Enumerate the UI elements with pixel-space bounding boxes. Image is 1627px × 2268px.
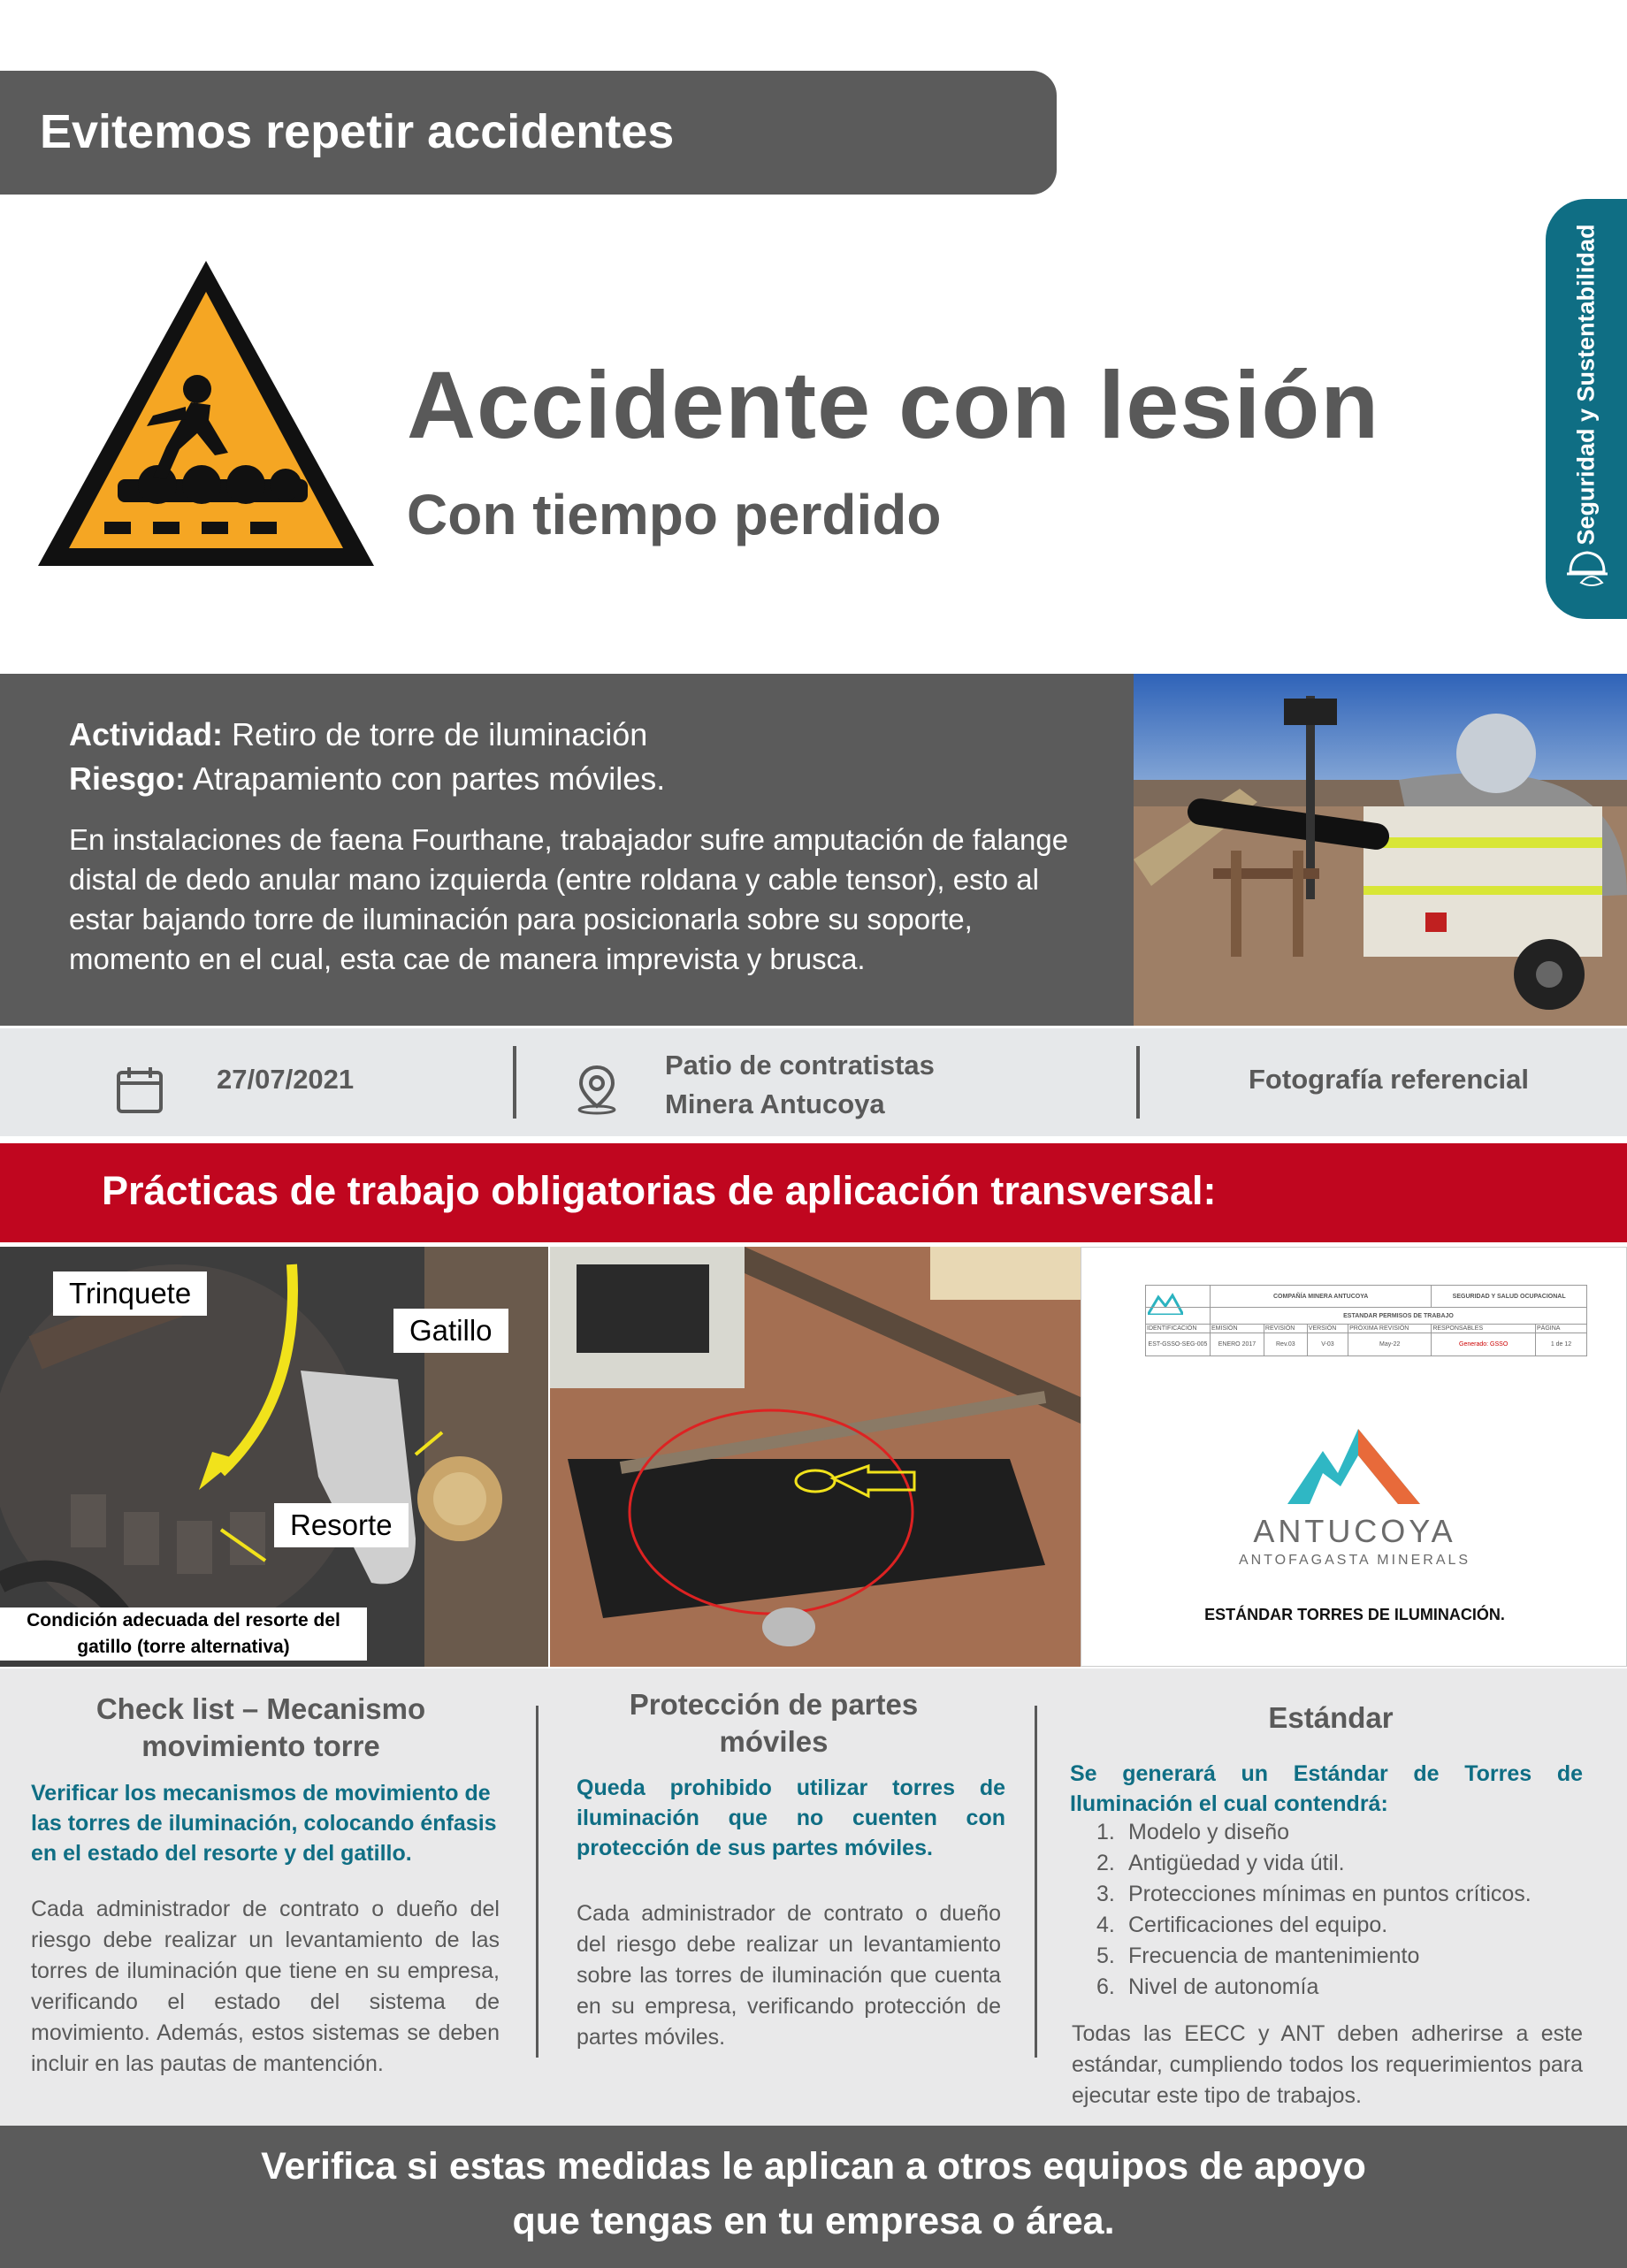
doc-header-cell: EMISIÓN <box>1211 1325 1264 1333</box>
document-header-table <box>1145 1285 1587 1356</box>
risk-line <box>69 760 665 798</box>
caption-line2: gatillo (torre alternativa) <box>77 1637 290 1657</box>
incident-info <box>0 674 1134 1026</box>
doc-row-cell: May-22 <box>1348 1333 1432 1356</box>
list-item: 4. Certificaciones del equipo. <box>1096 1913 1388 1937</box>
photo-note: Fotografía referencial <box>1249 1064 1529 1095</box>
hardhat-leaf-icon <box>1565 544 1609 588</box>
doc-row-cell: Rev.03 <box>1264 1333 1307 1356</box>
column-title <box>27 1691 495 1765</box>
column-body: Cada administrador de contrato o dueño del riesgo debe realizar un levantamiento sobre las torres de iluminación que cuenta en su empresa, verificando protección de partes móviles. <box>577 1901 1001 2050</box>
risk-value: Atrapamiento con partes móviles. <box>193 760 666 797</box>
column-body: Todas las EECC y ANT deben adherirse a este estándar, cumpliendo todos los requerimientos para ejecutar este tipo de trabajos. <box>1072 2021 1583 2108</box>
doc-header-cell: REVISIÓN <box>1264 1325 1307 1333</box>
list-item: 1. Modelo y diseño <box>1096 1820 1290 1844</box>
doc-row-cell: Generado: GSSO <box>1432 1333 1536 1356</box>
standard-name: ESTÁNDAR TORRES DE ILUMINACIÓN. <box>1204 1606 1505 1623</box>
list-item: 3. Protecciones mínimas en puntos críticos. <box>1096 1882 1532 1906</box>
doc-header-cell: VERSIÓN <box>1307 1325 1348 1333</box>
side-tab <box>1546 199 1627 619</box>
calendar-icon <box>115 1065 164 1115</box>
header-label: Evitemos repetir accidentes <box>40 105 675 158</box>
meta-divider <box>1136 1046 1140 1119</box>
list-item: 2. Antigüedad y vida útil. <box>1096 1851 1345 1875</box>
page-subtitle: Con tiempo perdido <box>407 483 942 546</box>
location-line1: Patio de contratistas <box>665 1050 935 1081</box>
risk-label: Riesgo: <box>69 760 187 797</box>
location-line2: Minera Antucoya <box>665 1088 885 1119</box>
footer-line2: que tengas en tu empresa o área. <box>512 2200 1115 2242</box>
list-item: 5. Frecuencia de mantenimiento <box>1096 1943 1420 1968</box>
footer-line1: Verifica si estas medidas le aplican a otros equipos de apoyo <box>261 2145 1366 2188</box>
doc-row-cell: ENERO 2017 <box>1211 1333 1264 1356</box>
callout-resorte: Resorte <box>274 1503 409 1547</box>
activity-label: Actividad: <box>69 716 224 752</box>
location-pin-icon <box>575 1064 619 1115</box>
doc-header-cell: PÁGINA <box>1536 1325 1587 1333</box>
doc-row-cell: 1 de 12 <box>1536 1333 1587 1356</box>
callout-gatillo: Gatillo <box>393 1309 508 1353</box>
crush-hazard-warning-icon <box>34 256 378 575</box>
activity-value: Retiro de torre de iluminación <box>232 716 648 752</box>
column-title-line: Check list – Mecanismo <box>95 1692 426 1725</box>
pulley-photo <box>550 1247 1081 1667</box>
standard-contents-list <box>1096 1817 1627 2003</box>
column-highlight: Verificar los mecanismos de movimiento de las torres de iluminación, colocando énfasis en el estado del resorte y del gatillo. <box>31 1781 497 1866</box>
brand-name: ANTUCOYA <box>1253 1513 1456 1549</box>
incident-description: En instalaciones de faena Fourthane, trabajador sufre amputación de falange distal de dedo anular mano izquierda (entre roldana y cable tensor), esto al estar bajando torre de iluminación para posicionarla sobre su soporte, momento en el cual, esta cae de manera imprevista y brusca. <box>69 823 1069 975</box>
practices-banner <box>0 1143 1627 1242</box>
list-item: 6. Nivel de autonomía <box>1096 1974 1319 1999</box>
meta-divider <box>513 1046 516 1119</box>
doc-row-cell: EST-GSSO-SEG-005 <box>1146 1333 1211 1356</box>
column-title <box>566 1686 982 1760</box>
column-title: Estándar <box>1268 1701 1394 1734</box>
mechanism-photo <box>0 1247 548 1667</box>
lighting-tower-photo <box>1134 674 1627 1026</box>
doc-header-cell: PRÓXIMA REVISIÓN <box>1348 1325 1432 1333</box>
column-divider <box>1035 1706 1037 2058</box>
caption-line1: Condición adecuada del resorte del <box>27 1610 340 1630</box>
side-tab-label: Seguridad y Sustentabilidad <box>1572 224 1600 546</box>
doc-dept: SEGURIDAD Y SALUD OCUPACIONAL <box>1432 1286 1587 1308</box>
column-title-line: Protección de partes <box>629 1688 919 1721</box>
practices-title: Prácticas de trabajo obligatorias de aplicación transversal: <box>102 1168 1217 1213</box>
footer-banner <box>0 2126 1627 2268</box>
meta-bar <box>0 1028 1627 1136</box>
activity-line <box>69 716 647 753</box>
column-divider <box>536 1706 539 2058</box>
antucoya-logo <box>1283 1424 1425 1508</box>
photo-caption <box>0 1607 367 1661</box>
doc-header-cell: RESPONSABLES <box>1432 1325 1536 1333</box>
column-title-line: movimiento torre <box>141 1730 380 1762</box>
column-body: Cada administrador de contrato o dueño del riesgo debe realizar un levantamiento de las torres de iluminación que tiene en su empresa, verificando el estado del sistema de movimiento. Además, estos sistemas se deben incluir en las pautas de mantención. <box>31 1897 500 2076</box>
doc-row-cell: V-03 <box>1307 1333 1348 1356</box>
doc-company: COMPAÑÍA MINERA ANTUCOYA <box>1211 1286 1432 1308</box>
page-title: Accidente con lesión <box>407 351 1380 458</box>
column-title-line: móviles <box>719 1725 829 1758</box>
incident-date: 27/07/2021 <box>217 1064 355 1095</box>
standard-document-preview <box>1081 1247 1627 1667</box>
brand-subtitle: ANTOFAGASTA MINERALS <box>1238 1553 1471 1568</box>
doc-header-cell: IDENTIFICACIÓN <box>1146 1325 1211 1333</box>
column-highlight: Se generará un Estándar de Torres de Iluminación el cual contendrá: <box>1070 1761 1583 1816</box>
doc-title: ESTANDAR PERMISOS DE TRABAJO <box>1211 1308 1587 1325</box>
callout-trinquete: Trinquete <box>53 1271 207 1316</box>
column-highlight: Queda prohibido utilizar torres de iluminación que no cuenten con protección de sus partes móviles. <box>577 1775 1005 1860</box>
pulley-guard-photo <box>550 1247 1081 1667</box>
header-banner <box>0 71 1057 195</box>
